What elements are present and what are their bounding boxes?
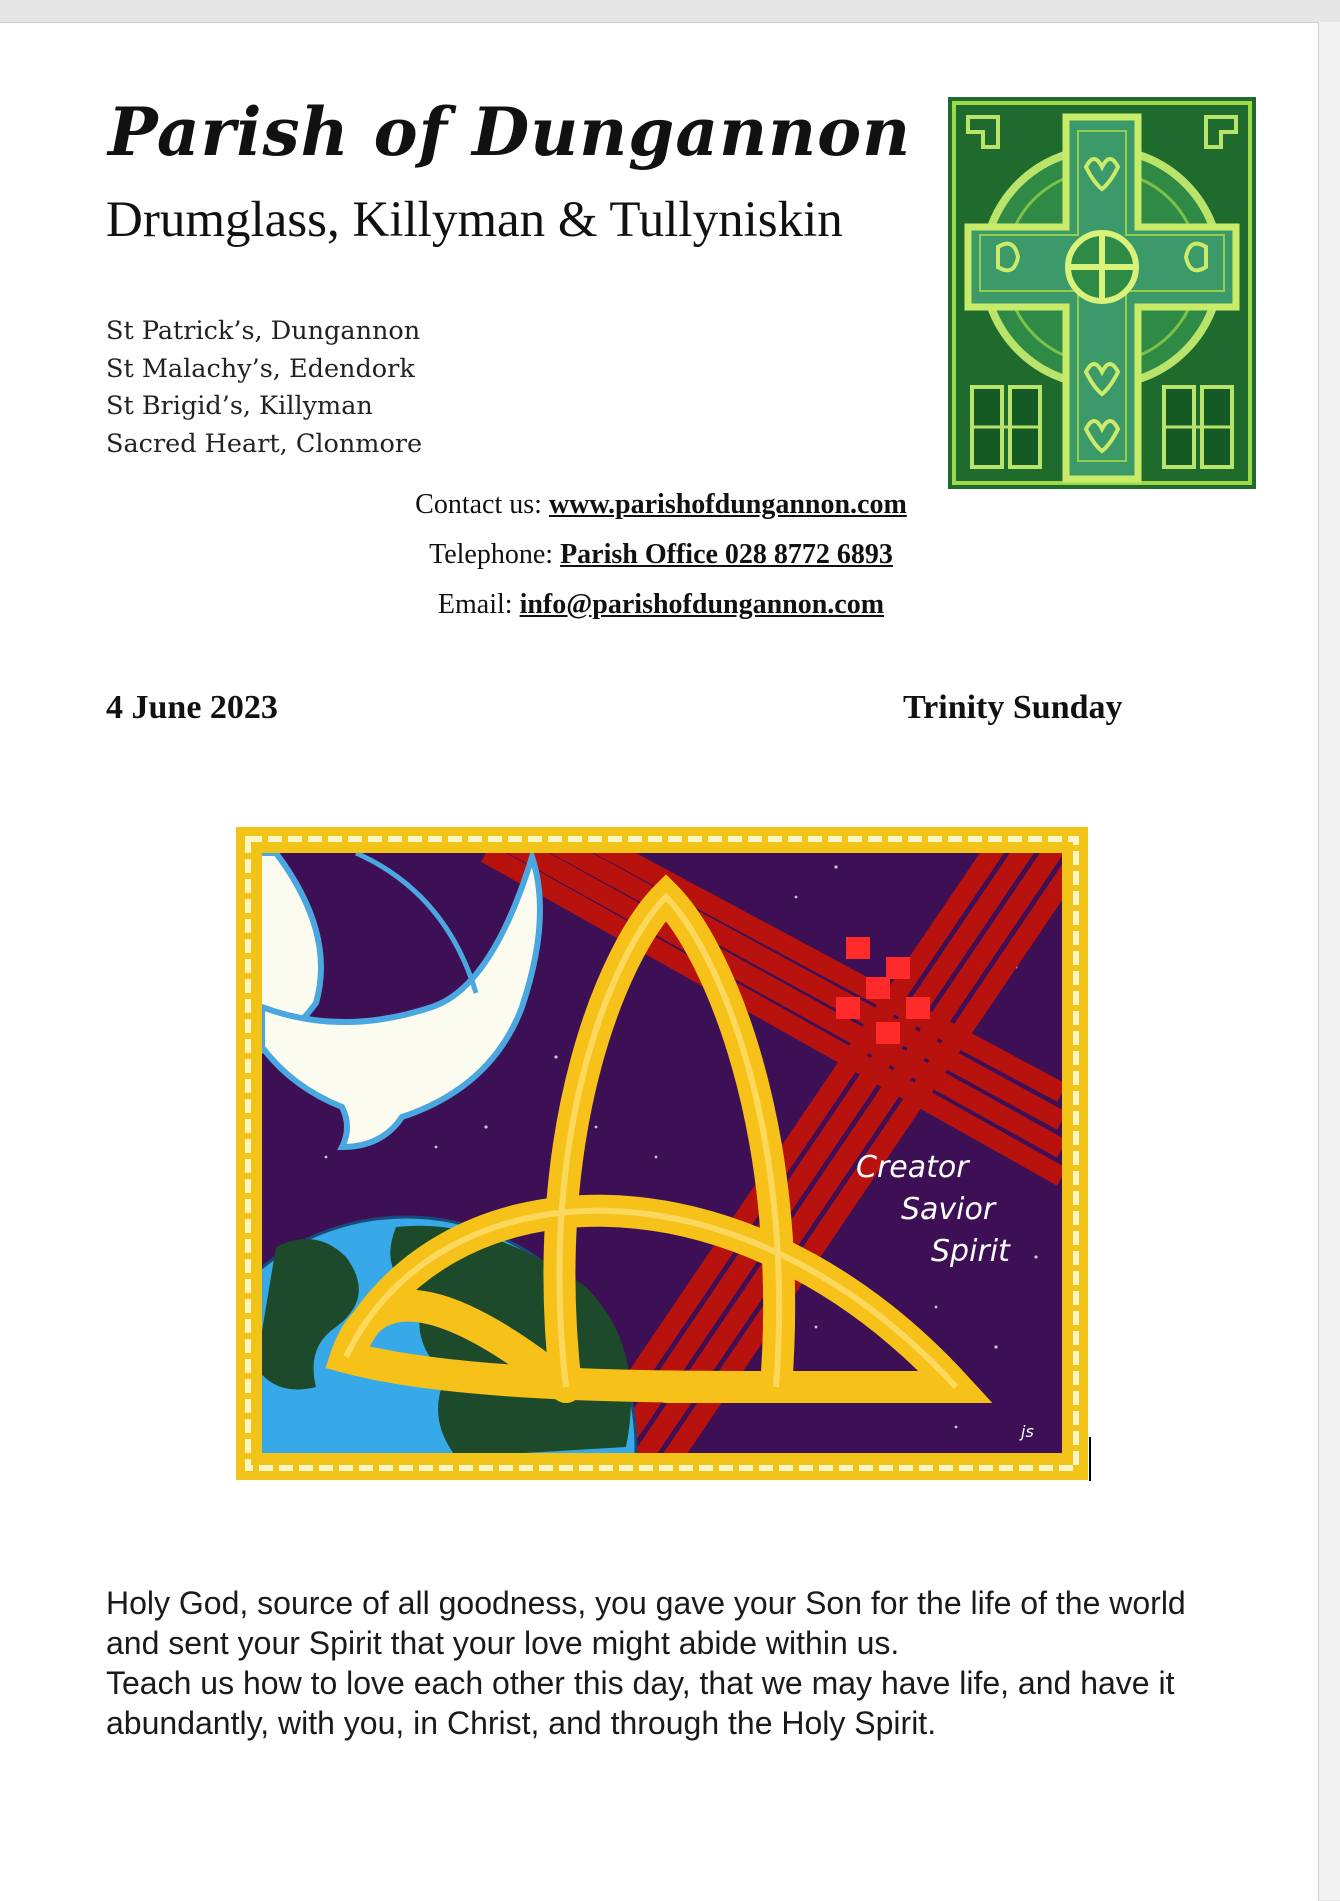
caption-spirit: Spirit [931, 1234, 1010, 1269]
liturgical-occasion: Trinity Sunday [903, 689, 1123, 726]
contact-email-label: Email: [437, 589, 520, 620]
text-cursor [1089, 1437, 1091, 1481]
contact-telephone-line [0, 539, 1322, 571]
parish-title: Parish of Dungannon [108, 93, 912, 171]
scrollbar[interactable] [1319, 22, 1340, 1900]
bulletin-date: 4 June 2023 [106, 689, 278, 726]
artist-signature: js [1021, 1422, 1034, 1441]
caption-creator: Creator [856, 1150, 969, 1185]
collect-prayer [106, 1583, 1236, 1743]
website-link[interactable]: www.parishofdungannon.com [548, 489, 907, 520]
trinity-artwork [236, 827, 1088, 1480]
prayer-paragraph-2: Teach us how to love each other this day, that we may have life, and have it abundantly, with you, in Christ, and through the Holy Spirit. [106, 1665, 1175, 1741]
caption-savior: Savior [901, 1192, 996, 1227]
telephone-link[interactable]: Parish Office 028 8772 6893 [560, 539, 893, 570]
church-item: Sacred Heart, Clonmore [106, 428, 423, 459]
prayer-paragraph-1: Holy God, source of all goodness, you gave your Son for the life of the world and sent your Spirit that your love might abide within us. [106, 1585, 1186, 1661]
document-page [0, 22, 1319, 1901]
church-item: St Brigid’s, Killyman [106, 391, 373, 421]
church-item: St Patrick’s, Dungannon [106, 316, 421, 346]
church-item: St Malachy’s, Edendork [106, 353, 415, 384]
email-link[interactable]: info@parishofdungannon.com [519, 589, 885, 620]
contact-website-label: Contact us: [415, 489, 549, 520]
celtic-cross-logo [948, 97, 1256, 489]
church-list [106, 313, 422, 463]
parish-subtitle: Drumglass, Killyman & Tullyniskin [106, 192, 843, 248]
contact-telephone-label: Telephone: [429, 539, 561, 570]
contact-email-line [0, 589, 1322, 621]
contact-website-line [0, 489, 1322, 521]
